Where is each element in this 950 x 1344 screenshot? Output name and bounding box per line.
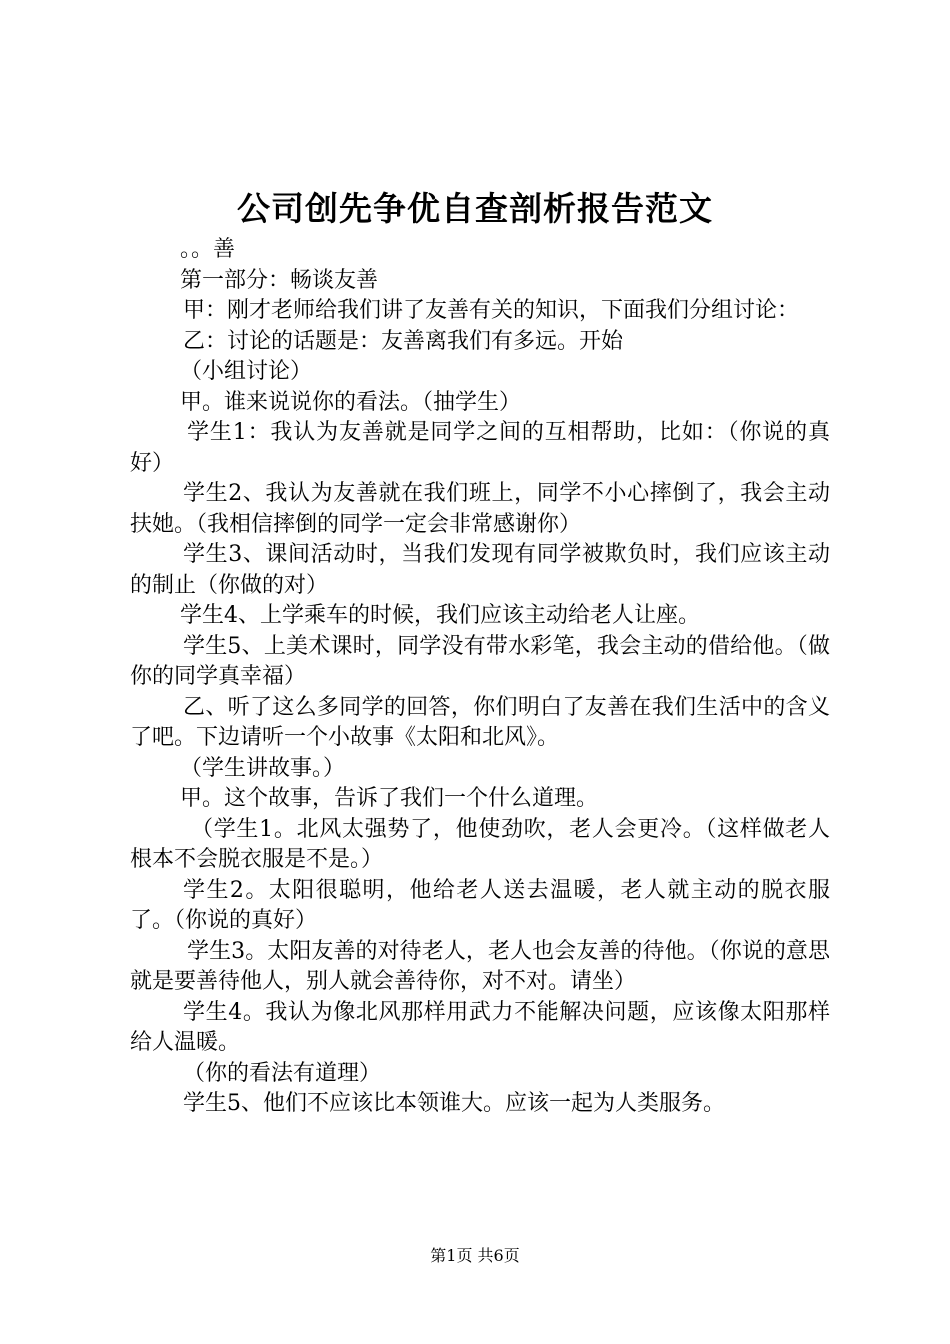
paragraph: 学生2、我认为友善就在我们班上，同学不小心摔倒了，我会主动扶她。（我相信摔倒的同学一定会非常感谢你）: [130, 481, 830, 537]
document-title: 公司创先争优自查剖析报告范文: [237, 189, 713, 228]
paragraph: 甲。这个故事，告诉了我们一个什么道理。: [180, 786, 599, 811]
paragraph: （小组讨论）: [180, 359, 313, 384]
paragraph: 学生1：我认为友善就是同学之间的互相帮助，比如：（你说的真好）: [130, 420, 830, 476]
paragraph: 学生5、他们不应该比本领谁大。应该一起为人类服务。: [183, 1091, 725, 1116]
paragraph: 学生3、课间活动时，当我们发现有同学被欺负时，我们应该主动的制止（你做的对）: [130, 542, 830, 598]
paragraph: 学生2。太阳很聪明，他给老人送去温暖，老人就主动的脱衣服了。（你说的真好）: [130, 877, 830, 933]
paragraph: 乙：讨论的话题是：友善离我们有多远。开始: [183, 328, 624, 354]
paragraph: 乙、听了这么多同学的回答，你们明白了友善在我们生活中的含义了吧。下边请听一个小故事《太阳和北风》。: [130, 694, 830, 750]
paragraph: 甲。谁来说说你的看法。（抽学生）: [180, 389, 522, 415]
page-footer: 第1页 共6页: [430, 1246, 520, 1265]
paragraph: 学生5、上美术课时，同学没有带水彩笔，我会主动的借给他。（做你的同学真幸福）: [130, 633, 830, 689]
paragraph: 第一部分：畅谈友善: [180, 267, 379, 293]
document-body: [130, 235, 830, 1120]
paragraph: 学生3。太阳友善的对待老人，老人也会友善的待他。（你说的意思就是要善待他人，别人就会善待你，对不对。请坐）: [130, 938, 830, 994]
paragraph: 学生4、上学乘车的时候，我们应该主动给老人让座。: [180, 603, 700, 628]
paragraph: 甲：刚才老师给我们讲了友善有关的知识，下面我们分组讨论：: [183, 298, 800, 323]
paragraph: （学生讲故事。）: [180, 755, 346, 781]
paragraph: （学生1。北风太强势了，他使劲吹，老人会更冷。（这样做老人根本不会脱衣服是不是。）: [130, 816, 830, 872]
paragraph: （你的看法有道理）: [183, 1060, 382, 1086]
paragraph: 。。善: [180, 237, 236, 262]
paragraph: 学生4。我认为像北风那样用武力不能解决问题，应该像太阳那样给人温暖。: [130, 999, 830, 1055]
